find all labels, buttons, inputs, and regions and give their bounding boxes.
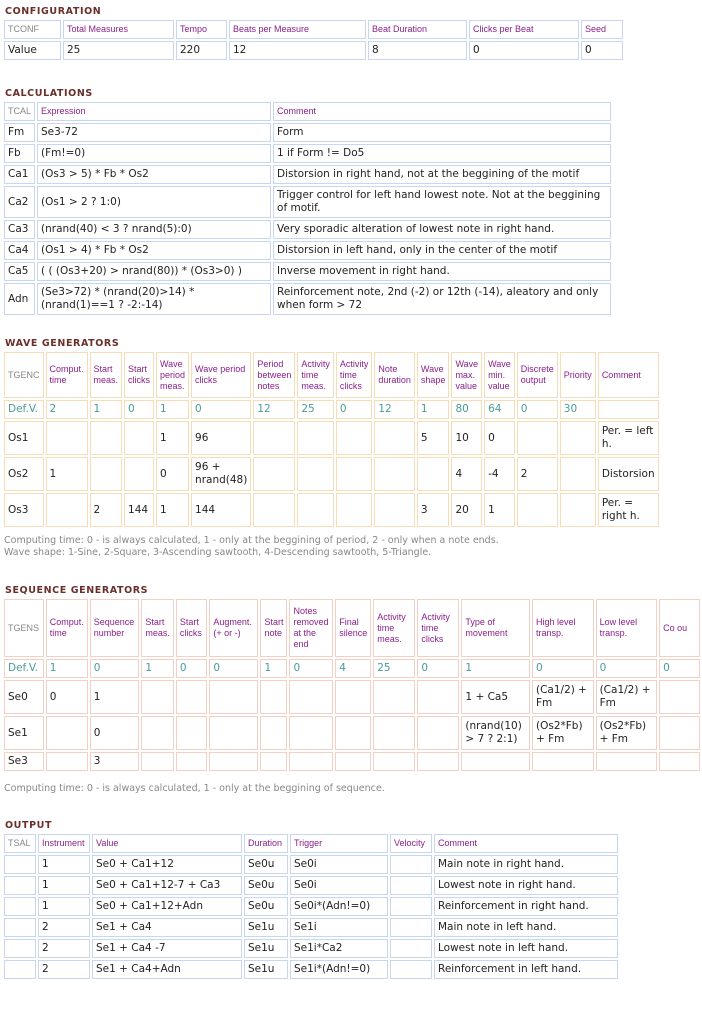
wave-cell: [90, 457, 123, 491]
wave-header-cell: Priority: [560, 352, 596, 398]
sequence-cell: [46, 752, 88, 771]
default-value: 0: [176, 659, 207, 678]
default-value: 0: [124, 400, 154, 419]
output-cell: Se0 + Ca1+12+Adn: [92, 897, 242, 916]
output-section: [4, 820, 620, 981]
output-row-key: [4, 939, 36, 958]
output-row: [4, 918, 618, 937]
wave-header-cell: Wave max. value: [451, 352, 482, 398]
calculations-key-label: TCAL: [4, 102, 35, 121]
configuration-value-row: [4, 41, 623, 60]
output-cell: Se0u: [244, 855, 288, 874]
output-cell: [390, 918, 432, 937]
output-header-cell: Trigger: [290, 834, 388, 853]
sequence-cell: [289, 680, 333, 714]
output-row: [4, 960, 618, 979]
default-value: 2: [46, 400, 88, 419]
output-cell: Se0i*(Adn!=0): [290, 897, 388, 916]
wave-cell: 10: [451, 421, 482, 455]
wave-generators-table: [2, 350, 661, 529]
output-header-row: [4, 834, 618, 853]
output-cell: [390, 939, 432, 958]
wave-cell: [90, 421, 123, 455]
wave-cell: 1: [46, 457, 88, 491]
wave-header-cell: Activity time meas.: [297, 352, 334, 398]
wave-cell: [124, 457, 154, 491]
output-cell: Se1i*Ca2: [290, 939, 388, 958]
output-cell: Reinforcement in right hand.: [434, 897, 618, 916]
header-comment: Comment: [273, 102, 611, 121]
output-header-cell: Velocity: [390, 834, 432, 853]
wave-cell: [253, 493, 295, 527]
default-value: 30: [560, 400, 596, 419]
sequence-header-cell: Start clicks: [176, 599, 207, 657]
default-value: 1: [156, 400, 189, 419]
sequence-generators-section: [4, 585, 688, 795]
sequence-cell: [417, 752, 459, 771]
sequence-cell: [335, 752, 371, 771]
default-value: 0: [191, 400, 251, 419]
header-beats-per-measure: Beats per Measure: [229, 20, 366, 39]
default-value: 12: [374, 400, 415, 419]
sequence-row: [4, 752, 700, 771]
calculation-name: Adn: [4, 283, 35, 315]
default-value: 1: [141, 659, 174, 678]
default-value: 1: [417, 400, 450, 419]
wave-cell: -4: [484, 457, 515, 491]
sequence-cell: [176, 752, 207, 771]
default-value: 4: [335, 659, 371, 678]
output-cell: Lowest note in left hand.: [434, 939, 618, 958]
wave-cell: [253, 421, 295, 455]
output-cell: [390, 960, 432, 979]
sequence-cell: [659, 716, 700, 750]
wave-row: [4, 421, 659, 455]
sequence-header-cell: Low level transp.: [596, 599, 658, 657]
calculation-comment: Very sporadic alteration of lowest note in right hand.: [273, 220, 611, 239]
output-cell: [390, 855, 432, 874]
calculation-row: [4, 241, 611, 260]
wave-defaults-row: [4, 400, 659, 419]
value-tempo: 220: [176, 41, 227, 60]
wave-header-cell: Start meas.: [90, 352, 123, 398]
value-clicks-per-beat: 0: [469, 41, 579, 60]
output-cell: 1: [38, 897, 90, 916]
output-header-cell: Comment: [434, 834, 618, 853]
wave-header-cell: Note duration: [374, 352, 415, 398]
default-value: 1: [90, 400, 123, 419]
default-value: 25: [373, 659, 415, 678]
output-row-key: [4, 918, 36, 937]
wave-cell: [417, 457, 450, 491]
output-cell: Se0u: [244, 876, 288, 895]
wave-header-cell: Start clicks: [124, 352, 154, 398]
header-tempo: Tempo: [176, 20, 227, 39]
default-value: 1: [260, 659, 287, 678]
output-cell: Se1u: [244, 960, 288, 979]
wave-cell: 0: [156, 457, 189, 491]
sequence-cell: [289, 752, 333, 771]
sequence-cell: (Os2*Fb) + Fm: [532, 716, 594, 750]
sequence-cell: (Ca1/2) + Fm: [532, 680, 594, 714]
sequence-cell: [461, 752, 530, 771]
default-value: 1: [46, 659, 88, 678]
calculation-expression: (nrand(40) < 3 ? nrand(5):0): [37, 220, 271, 239]
output-cell: 2: [38, 939, 90, 958]
default-value: 1: [461, 659, 530, 678]
sequence-header-cell: Comput. time: [46, 599, 88, 657]
default-value: 0: [209, 659, 258, 678]
output-cell: 2: [38, 960, 90, 979]
wave-header-cell: Wave period meas.: [156, 352, 189, 398]
sequence-row-name: Se1: [4, 716, 44, 750]
sequence-header-cell: Co ou: [659, 599, 700, 657]
output-cell: [390, 876, 432, 895]
wave-cell: 2: [517, 457, 558, 491]
calculation-name: Fm: [4, 123, 35, 142]
wave-cell: 3: [417, 493, 450, 527]
wave-key-label: TGENC: [4, 352, 44, 398]
wave-row: [4, 493, 659, 527]
sequence-cell: [596, 752, 658, 771]
wave-cell: 144: [124, 493, 154, 527]
wave-cell: [336, 457, 373, 491]
header-total-measures: Total Measures: [63, 20, 174, 39]
sequence-cell: [209, 680, 258, 714]
calculations-title: CALCULATIONS: [5, 88, 93, 99]
wave-cell: 144: [191, 493, 251, 527]
default-value: [598, 400, 659, 419]
output-cell: Se0 + Ca1+12: [92, 855, 242, 874]
default-value: 0: [596, 659, 658, 678]
default-label: Def.V.: [4, 400, 44, 419]
output-table: [2, 832, 620, 981]
calculation-name: Ca3: [4, 220, 35, 239]
calculation-row: [4, 144, 611, 163]
output-header-cell: Value: [92, 834, 242, 853]
sequence-note-computing-time: Computing time: 0 - is always calculated, 1 - only at the beggining of sequence.: [4, 783, 385, 794]
output-cell: 1: [38, 855, 90, 874]
output-row-key: [4, 897, 36, 916]
output-cell: [390, 897, 432, 916]
output-cell: Se1 + Ca4 -7: [92, 939, 242, 958]
output-cell: Se0i: [290, 876, 388, 895]
sequence-cell: [260, 752, 287, 771]
calculation-comment: Trigger control for left hand lowest note. Not at the beggining of motif.: [273, 186, 611, 218]
output-key-label: TSAL: [4, 834, 36, 853]
sequence-cell: [176, 716, 207, 750]
wave-header-cell: Wave period clicks: [191, 352, 251, 398]
wave-cell: [297, 493, 334, 527]
output-cell: Reinforcement in left hand.: [434, 960, 618, 979]
sequence-generators-title: SEQUENCE GENERATORS: [5, 585, 149, 596]
wave-cell: 0: [484, 421, 515, 455]
wave-header-cell: Period between notes: [253, 352, 295, 398]
calculation-expression: (Os3 > 5) * Fb * Os2: [37, 165, 271, 184]
wave-cell: [336, 421, 373, 455]
sequence-cell: [141, 680, 174, 714]
sequence-key-label: TGENS: [4, 599, 44, 657]
header-expression: Expression: [37, 102, 271, 121]
calculation-comment: 1 if Form != Do5: [273, 144, 611, 163]
calculation-expression: Se3-72: [37, 123, 271, 142]
sequence-cell: [373, 752, 415, 771]
sequence-cell: [659, 752, 700, 771]
output-row: [4, 939, 618, 958]
wave-row-name: Os2: [4, 457, 44, 491]
calculation-row: [4, 123, 611, 142]
output-header-cell: Instrument: [38, 834, 90, 853]
value-seed: 0: [581, 41, 623, 60]
wave-cell: [374, 493, 415, 527]
default-value: 0: [532, 659, 594, 678]
wave-cell: 1: [156, 421, 189, 455]
wave-cell: [560, 493, 596, 527]
wave-cell: 1: [484, 493, 515, 527]
header-seed: Seed: [581, 20, 623, 39]
calculation-expression: (Fm!=0): [37, 144, 271, 163]
wave-cell: [253, 457, 295, 491]
output-cell: Se1i*(Adn!=0): [290, 960, 388, 979]
calculation-row: [4, 165, 611, 184]
wave-cell: [297, 421, 334, 455]
output-row-key: [4, 855, 36, 874]
wave-cell: 20: [451, 493, 482, 527]
sequence-header-cell: Notes removed at the end: [289, 599, 333, 657]
sequence-cell: (nrand(10) > 7 ? 2:1): [461, 716, 530, 750]
calculations-table: [2, 100, 613, 317]
wave-header-cell: Activity time clicks: [336, 352, 373, 398]
sequence-cell: (Ca1/2) + Fm: [596, 680, 658, 714]
calculation-expression: (Os1 > 4) * Fb * Os2: [37, 241, 271, 260]
default-value: 64: [484, 400, 515, 419]
sequence-cell: [46, 716, 88, 750]
sequence-generators-table: [2, 597, 702, 773]
row-label: Value: [4, 41, 61, 60]
sequence-header-cell: Start note: [260, 599, 287, 657]
wave-cell: 96 + nrand(48): [191, 457, 251, 491]
value-total-measures: 25: [63, 41, 174, 60]
sequence-cell: 3: [90, 752, 140, 771]
calculation-comment: Form: [273, 123, 611, 142]
output-cell: Se1u: [244, 939, 288, 958]
default-value: 0: [659, 659, 700, 678]
wave-cell: [517, 421, 558, 455]
sequence-cell: [373, 716, 415, 750]
calculation-expression: ( ( (Os3+20) > nrand(80)) * (Os3>0) ): [37, 262, 271, 281]
sequence-header-cell: Augment. (+ or -): [209, 599, 258, 657]
sequence-header-row: [4, 599, 700, 657]
wave-cell: [560, 421, 596, 455]
sequence-header-cell: Type of movement: [461, 599, 530, 657]
sequence-defaults-row: [4, 659, 700, 678]
sequence-table-viewport: [4, 597, 688, 773]
wave-cell: 5: [417, 421, 450, 455]
wave-cell: 4: [451, 457, 482, 491]
calculation-name: Ca2: [4, 186, 35, 218]
configuration-section: [4, 6, 625, 62]
sequence-cell: 1 + Ca5: [461, 680, 530, 714]
wave-cell: [124, 421, 154, 455]
wave-note-computing-time: Computing time: 0 - is always calculated, 1 - only at the beggining of period, 2 - only when a note ends.: [4, 535, 499, 546]
header-clicks-per-beat: Clicks per Beat: [469, 20, 579, 39]
sequence-cell: [209, 716, 258, 750]
wave-cell: Per. = right h.: [598, 493, 659, 527]
default-value: 0: [289, 659, 333, 678]
output-row-key: [4, 876, 36, 895]
wave-cell: 1: [156, 493, 189, 527]
sequence-row: [4, 680, 700, 714]
configuration-title: CONFIGURATION: [5, 6, 102, 17]
value-beats-per-measure: 12: [229, 41, 366, 60]
sequence-cell: [260, 716, 287, 750]
sequence-header-cell: Activity time clicks: [417, 599, 459, 657]
sequence-cell: [260, 680, 287, 714]
output-cell: 1: [38, 876, 90, 895]
default-value: 80: [451, 400, 482, 419]
sequence-cell: [289, 716, 333, 750]
default-label: Def.V.: [4, 659, 44, 678]
wave-cell: [46, 493, 88, 527]
wave-cell: Per. = left h.: [598, 421, 659, 455]
wave-header-cell: Comput. time: [46, 352, 88, 398]
sequence-cell: [532, 752, 594, 771]
sequence-header-cell: Start meas.: [141, 599, 174, 657]
sequence-row: [4, 716, 700, 750]
sequence-row-name: Se3: [4, 752, 44, 771]
calculation-name: Ca5: [4, 262, 35, 281]
sequence-cell: [141, 716, 174, 750]
wave-cell: Distorsion: [598, 457, 659, 491]
output-title: OUTPUT: [5, 820, 53, 831]
sequence-cell: [141, 752, 174, 771]
sequence-cell: [209, 752, 258, 771]
output-header-cell: Duration: [244, 834, 288, 853]
sequence-header-cell: Final silence: [335, 599, 371, 657]
default-value: 0: [90, 659, 140, 678]
wave-generators-section: [4, 338, 661, 559]
calculation-comment: Reinforcement note, 2nd (-2) or 12th (-14), aleatory and only when form > 72: [273, 283, 611, 315]
sequence-cell: 0: [46, 680, 88, 714]
default-value: 0: [336, 400, 373, 419]
output-cell: Se1 + Ca4: [92, 918, 242, 937]
default-value: 0: [517, 400, 558, 419]
sequence-cell: [659, 680, 700, 714]
wave-cell: [374, 421, 415, 455]
configuration-key-label: TCONF: [4, 20, 61, 39]
default-value: 12: [253, 400, 295, 419]
output-cell: 2: [38, 918, 90, 937]
wave-header-cell: Wave shape: [417, 352, 450, 398]
output-cell: Se1i: [290, 918, 388, 937]
sequence-cell: [373, 680, 415, 714]
sequence-header-cell: High level transp.: [532, 599, 594, 657]
output-cell: Se1 + Ca4+Adn: [92, 960, 242, 979]
wave-note-wave-shape: Wave shape: 1-Sine, 2-Square, 3-Ascending sawtooth, 4-Descending sawtooth, 5-Triangle.: [4, 547, 432, 558]
sequence-cell: [417, 680, 459, 714]
wave-header-cell: Wave min. value: [484, 352, 515, 398]
calculation-comment: Inverse movement in right hand.: [273, 262, 611, 281]
calculation-comment: Distorsion in left hand, only in the center of the motif: [273, 241, 611, 260]
wave-cell: [297, 457, 334, 491]
calculation-name: Ca1: [4, 165, 35, 184]
output-cell: Se1u: [244, 918, 288, 937]
value-beat-duration: 8: [368, 41, 467, 60]
sequence-cell: [176, 680, 207, 714]
output-cell: Se0u: [244, 897, 288, 916]
output-row: [4, 897, 618, 916]
sequence-cell: 1: [90, 680, 140, 714]
output-row: [4, 876, 618, 895]
calculation-expression: (Os1 > 2 ? 1:0): [37, 186, 271, 218]
calculation-row: [4, 186, 611, 218]
wave-cell: [374, 457, 415, 491]
sequence-row-name: Se0: [4, 680, 44, 714]
wave-cell: 2: [90, 493, 123, 527]
calculation-row: [4, 262, 611, 281]
wave-cell: 96: [191, 421, 251, 455]
wave-row-name: Os3: [4, 493, 44, 527]
wave-generators-title: WAVE GENERATORS: [5, 338, 120, 349]
wave-row-name: Os1: [4, 421, 44, 455]
output-cell: Se0i: [290, 855, 388, 874]
wave-cell: [336, 493, 373, 527]
sequence-cell: [335, 716, 371, 750]
calculation-name: Ca4: [4, 241, 35, 260]
calculation-expression: (Se3>72) * (nrand(20)>14) * (nrand(1)==1 ? -2:-14): [37, 283, 271, 315]
wave-header-cell: Discrete output: [517, 352, 558, 398]
output-cell: Lowest note in right hand.: [434, 876, 618, 895]
output-cell: Se0 + Ca1+12-7 + Ca3: [92, 876, 242, 895]
configuration-table: [2, 18, 625, 62]
sequence-cell: (Os2*Fb) + Fm: [596, 716, 658, 750]
default-value: 0: [417, 659, 459, 678]
output-row: [4, 855, 618, 874]
wave-cell: [46, 421, 88, 455]
sequence-cell: [335, 680, 371, 714]
output-cell: Main note in left hand.: [434, 918, 618, 937]
output-row-key: [4, 960, 36, 979]
default-value: 25: [297, 400, 334, 419]
header-beat-duration: Beat Duration: [368, 20, 467, 39]
calculations-header-row: [4, 102, 611, 121]
calculations-section: [4, 88, 613, 317]
wave-cell: [560, 457, 596, 491]
sequence-header-cell: Sequence number: [90, 599, 140, 657]
wave-row: [4, 457, 659, 491]
calculation-name: Fb: [4, 144, 35, 163]
wave-cell: [517, 493, 558, 527]
wave-header-cell: Comment: [598, 352, 659, 398]
sequence-cell: 0: [90, 716, 140, 750]
calculation-row: [4, 220, 611, 239]
configuration-header-row: [4, 20, 623, 39]
calculation-row: [4, 283, 611, 315]
output-cell: Main note in right hand.: [434, 855, 618, 874]
calculation-comment: Distorsion in right hand, not at the beggining of the motif: [273, 165, 611, 184]
sequence-header-cell: Activity time meas.: [373, 599, 415, 657]
wave-header-row: [4, 352, 659, 398]
sequence-cell: [417, 716, 459, 750]
